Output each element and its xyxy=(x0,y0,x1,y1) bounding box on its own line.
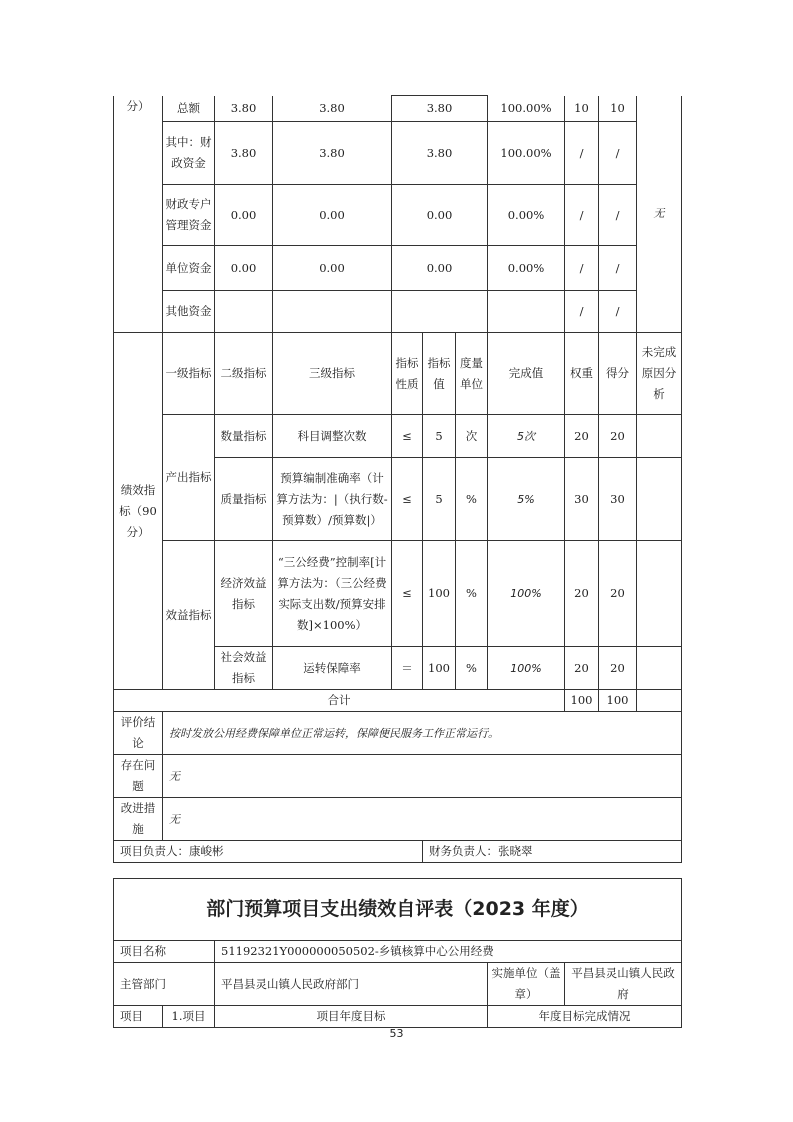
executed: 0.00 xyxy=(392,246,488,291)
dept: 平昌县灵山镇人民政府部门 xyxy=(215,963,488,1006)
reason: 无 xyxy=(637,96,682,333)
value-cell: 100 xyxy=(423,541,456,647)
adjusted: 3.80 xyxy=(273,122,392,185)
total-row xyxy=(114,690,682,712)
total-score: 100 xyxy=(599,690,637,712)
reason-cell xyxy=(637,458,682,541)
level2-cell: 数量指标 xyxy=(215,415,273,458)
total-label: 合计 xyxy=(114,690,565,712)
executed: 0.00 xyxy=(392,185,488,246)
adjusted xyxy=(273,291,392,333)
score-cell: 30 xyxy=(599,458,637,541)
project-name-label: 项目名称 xyxy=(114,941,215,963)
value-cell: 100 xyxy=(423,647,456,690)
unit-cell: % xyxy=(456,647,488,690)
unit-cell: 次 xyxy=(456,415,488,458)
score: 10 xyxy=(599,96,637,122)
score-cell: 20 xyxy=(599,541,637,647)
improve-label: 改进措施 xyxy=(114,798,163,841)
reason-cell xyxy=(637,647,682,690)
project-name: 51192321Y000000050502-乡镇核算中心公用经费 xyxy=(215,941,682,963)
header-cell: 度量单位 xyxy=(456,333,488,415)
indicator-section-label: 绩效指标（90分） xyxy=(114,333,163,690)
conclusion-label: 评价结论 xyxy=(114,712,163,755)
page-number: 53 xyxy=(389,1027,404,1040)
executed: 3.80 xyxy=(392,122,488,185)
budget: 3.80 xyxy=(215,122,273,185)
score-cell: 20 xyxy=(599,647,637,690)
weight: / xyxy=(565,122,599,185)
reason-cell xyxy=(637,541,682,647)
adjusted: 0.00 xyxy=(273,246,392,291)
weight: / xyxy=(565,291,599,333)
level3-cell: “三公经费”控制率[计算方法为：（三公经费实际支出数/预算安排数]×100%） xyxy=(273,541,392,647)
value-cell: 5 xyxy=(423,415,456,458)
adjusted: 0.00 xyxy=(273,185,392,246)
funds-row xyxy=(114,122,682,185)
problems-row xyxy=(114,755,682,798)
header-cell: 二级指标 xyxy=(215,333,273,415)
total-weight: 100 xyxy=(565,690,599,712)
signature-row xyxy=(114,841,682,863)
done-cell: 5% xyxy=(488,458,565,541)
done-cell: 100% xyxy=(488,647,565,690)
rate: 100.00% xyxy=(488,96,565,122)
fund-label: 单位资金 xyxy=(163,246,215,291)
finance-lead: 财务负责人：张晓翠 xyxy=(423,841,682,863)
header-cell: 三级指标 xyxy=(273,333,392,415)
fund-label: 其中：财政资金 xyxy=(163,122,215,185)
budget xyxy=(215,291,273,333)
rate: 100.00% xyxy=(488,122,565,185)
impl-label: 实施单位（盖章） xyxy=(488,963,565,1006)
rate xyxy=(488,291,565,333)
indicator-row xyxy=(114,415,682,458)
level2-cell: 质量指标 xyxy=(215,458,273,541)
header-cell: 未完成原因分析 xyxy=(637,333,682,415)
section-label: 分） xyxy=(114,96,163,333)
funds-row xyxy=(114,185,682,246)
item-number: 1.项目 xyxy=(163,1006,215,1028)
empty-cell xyxy=(637,690,682,712)
executed xyxy=(392,291,488,333)
weight: 10 xyxy=(565,96,599,122)
header-cell: 一级指标 xyxy=(163,333,215,415)
nature-cell: ≤ xyxy=(392,458,423,541)
improve-row xyxy=(114,798,682,841)
dept-label: 主管部门 xyxy=(114,963,215,1006)
weight: / xyxy=(565,246,599,291)
level2-cell: 社会效益指标 xyxy=(215,647,273,690)
level1-cell: 产出指标 xyxy=(163,415,215,541)
table-title: 部门预算项目支出绩效自评表（2023 年度） xyxy=(114,879,682,941)
item-label: 项目 xyxy=(114,1006,163,1028)
adjusted: 3.80 xyxy=(273,96,392,122)
conclusion-text: 按时发放公用经费保障单位正常运转，保障便民服务工作正常运行。 xyxy=(163,712,682,755)
reason-cell xyxy=(637,415,682,458)
rate: 0.00% xyxy=(488,246,565,291)
project-lead: 项目负责人：康峻彬 xyxy=(114,841,423,863)
budget: 0.00 xyxy=(215,246,273,291)
score: / xyxy=(599,246,637,291)
weight-cell: 20 xyxy=(565,647,599,690)
funds-and-indicators-table xyxy=(113,95,682,863)
fund-label: 财政专户管理资金 xyxy=(163,185,215,246)
header-cell: 得分 xyxy=(599,333,637,415)
header-cell: 指标性质 xyxy=(392,333,423,415)
executed: 3.80 xyxy=(392,96,488,122)
level1-cell: 效益指标 xyxy=(163,541,215,690)
rate: 0.00% xyxy=(488,185,565,246)
indicator-header-row xyxy=(114,333,682,415)
level3-cell: 运转保障率 xyxy=(273,647,392,690)
done-cell: 100% xyxy=(488,541,565,647)
funds-row xyxy=(114,291,682,333)
improve-text: 无 xyxy=(163,798,682,841)
fund-label: 总额 xyxy=(163,96,215,122)
weight-cell: 20 xyxy=(565,415,599,458)
done-cell: 5次 xyxy=(488,415,565,458)
problems-label: 存在问题 xyxy=(114,755,163,798)
score: / xyxy=(599,185,637,246)
nature-cell: ＝ xyxy=(392,647,423,690)
level2-cell: 经济效益指标 xyxy=(215,541,273,647)
annual-goal-header: 项目年度目标 xyxy=(215,1006,488,1028)
unit-cell: % xyxy=(456,458,488,541)
unit-cell: % xyxy=(456,541,488,647)
value-cell: 5 xyxy=(423,458,456,541)
level3-cell: 科目调整次数 xyxy=(273,415,392,458)
goal-completion-header: 年度目标完成情况 xyxy=(488,1006,682,1028)
budget: 3.80 xyxy=(215,96,273,122)
level3-cell: 预算编制准确率（计算方法为：|（执行数-预算数）/预算数|） xyxy=(273,458,392,541)
weight-cell: 20 xyxy=(565,541,599,647)
score: / xyxy=(599,291,637,333)
impl: 平昌县灵山镇人民政府 xyxy=(565,963,682,1006)
weight-cell: 30 xyxy=(565,458,599,541)
score: / xyxy=(599,122,637,185)
header-cell: 权重 xyxy=(565,333,599,415)
self-evaluation-table xyxy=(113,878,682,1028)
budget: 0.00 xyxy=(215,185,273,246)
conclusion-row xyxy=(114,712,682,755)
problems-text: 无 xyxy=(163,755,682,798)
header-cell: 完成值 xyxy=(488,333,565,415)
score-cell: 20 xyxy=(599,415,637,458)
indicator-row xyxy=(114,541,682,647)
funds-row xyxy=(114,246,682,291)
header-cell: 指标值 xyxy=(423,333,456,415)
nature-cell: ≤ xyxy=(392,415,423,458)
nature-cell: ≤ xyxy=(392,541,423,647)
funds-row xyxy=(114,96,682,122)
fund-label: 其他资金 xyxy=(163,291,215,333)
weight: / xyxy=(565,185,599,246)
